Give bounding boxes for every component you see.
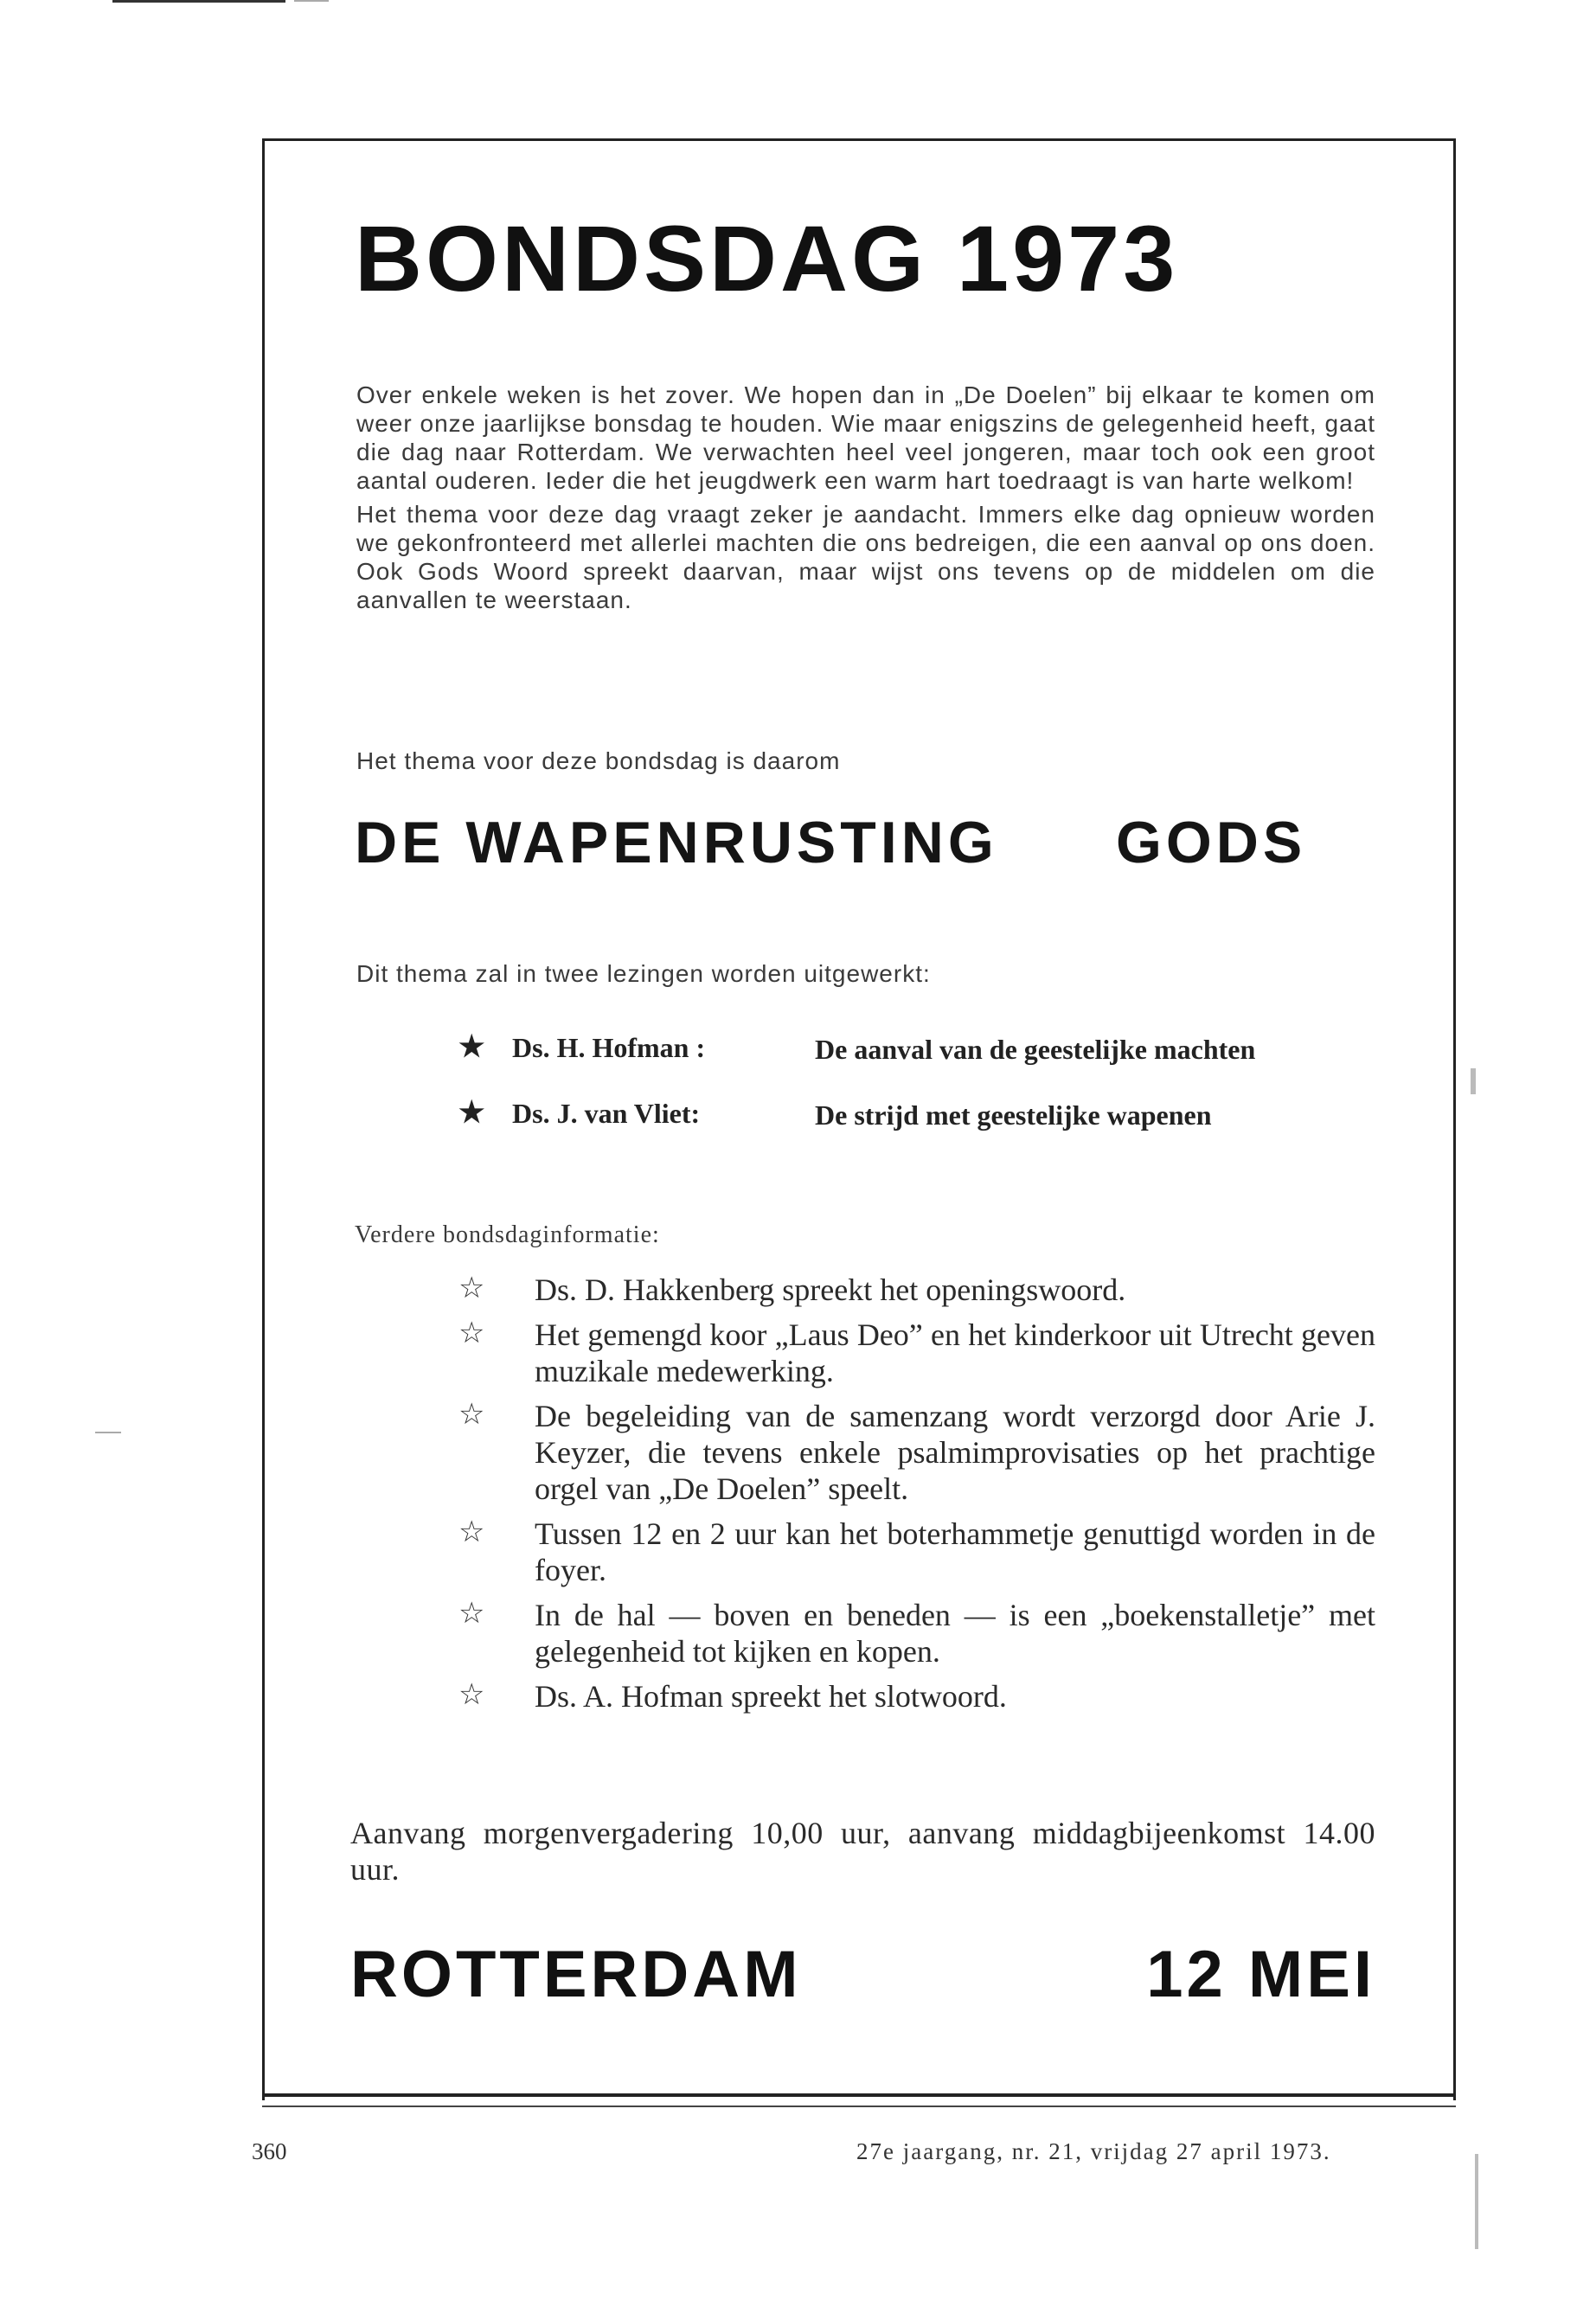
scan-mark (112, 0, 285, 3)
intro-paragraph: Het thema voor deze dag vraagt zeker je aandacht. Immers elke dag opnieuw worden we gekonfronteerd met allerlei machten die ons bedreigen, die een aanval op ons doen. Ook Gods Woord spreekt daarvan, maar wijst ons tevens op de middelen om die aanvallen te weerstaan. (356, 501, 1375, 613)
scan-mark (95, 1432, 121, 1433)
location-date-line (350, 1938, 1375, 2011)
scan-mark (294, 0, 329, 2)
intro-paragraph: Over enkele weken is het zover. We hopen dan in „De Doelen” bij elkaar te komen om weer onze jaarlijkse bonsdag te houden. Wie maar enigszins de gelegenheid heeft, gaat die dag naar Rotterdam. We verwachten heel veel jongeren, maar toch ook een groot aantal ouderen. Ieder die het jeugdwerk een warm hart toedraagt is van harte welkom! (356, 381, 1375, 494)
info-text: Tussen 12 en 2 uur kan het boterhammetje genuttigd worden in de foyer. (535, 1516, 1375, 1587)
info-item (458, 1597, 1375, 1670)
info-item (458, 1317, 1375, 1389)
outline-star-icon: ☆ (458, 1679, 485, 1711)
outline-star-icon: ☆ (458, 1272, 485, 1304)
filled-star-icon: ★ (458, 1097, 485, 1129)
speaker-item (458, 1097, 1393, 1133)
speaker-topic: De strijd met geestelijke wapenen (815, 1099, 1212, 1131)
outline-star-icon: ☆ (458, 1317, 485, 1349)
page-number: 360 (252, 2138, 287, 2164)
theme-title-main: DE WAPENRUSTING (355, 810, 998, 875)
speaker-name: Ds. J. van Vliet: (512, 1098, 701, 1129)
speaker-topic: De aanval van de geestelijke machten (815, 1034, 1256, 1065)
headline: BONDSDAG 1973 (355, 206, 1179, 311)
info-item (458, 1516, 1375, 1588)
theme-intro: Het thema voor deze bondsdag is daarom (356, 747, 841, 774)
more-info-label: Verdere bondsdaginformatie: (355, 1221, 660, 1248)
start-times: Aanvang morgenvergadering 10,00 uur, aanvang middagbijeenkomst 14.00 uur. (350, 1816, 1375, 1887)
speaker-list (458, 1031, 1393, 1163)
info-text: De begeleiding van de samenzang wordt verzorgd door Arie J. Keyzer, die tevens enkele psalmimprovisaties op het prachtige orgel van „De Doelen” speelt. (535, 1399, 1375, 1506)
scan-mark (1475, 2154, 1478, 2249)
speaker-name: Ds. H. Hofman : (512, 1032, 706, 1063)
frame-bottom-rule-thin (262, 2106, 1456, 2107)
info-item (458, 1398, 1375, 1507)
intro-text (356, 381, 1375, 619)
info-text: In de hal — boven en beneden — is een „boekenstalletje” met gelegenheid tot kijken en kopen. (535, 1598, 1375, 1669)
event-date: 12 MEI (1146, 1938, 1375, 2011)
filled-star-icon: ★ (458, 1031, 485, 1063)
worked-out-line: Dit thema zal in twee lezingen worden uitgewerkt: (356, 960, 931, 987)
info-item (458, 1678, 1375, 1715)
theme-title (355, 810, 1375, 875)
scan-mark (1471, 1068, 1476, 1094)
theme-title-end: GODS (1116, 810, 1307, 875)
outline-star-icon: ☆ (458, 1598, 485, 1630)
info-text: Ds. A. Hofman spreekt het slotwoord. (535, 1679, 1007, 1714)
info-text: Het gemengd koor „Laus Deo” en het kinderkoor uit Utrecht geven muzikale medewerking. (535, 1317, 1375, 1388)
frame-bottom-rule (262, 2093, 1456, 2097)
speaker-item (458, 1031, 1393, 1067)
outline-star-icon: ☆ (458, 1399, 485, 1431)
info-list (458, 1272, 1375, 1723)
info-item (458, 1272, 1375, 1308)
issue-info: 27e jaargang, nr. 21, vrijdag 27 april 1973. (856, 2138, 1331, 2164)
city: ROTTERDAM (350, 1938, 802, 2011)
outline-star-icon: ☆ (458, 1516, 485, 1548)
info-text: Ds. D. Hakkenberg spreekt het openingswoord. (535, 1272, 1126, 1307)
